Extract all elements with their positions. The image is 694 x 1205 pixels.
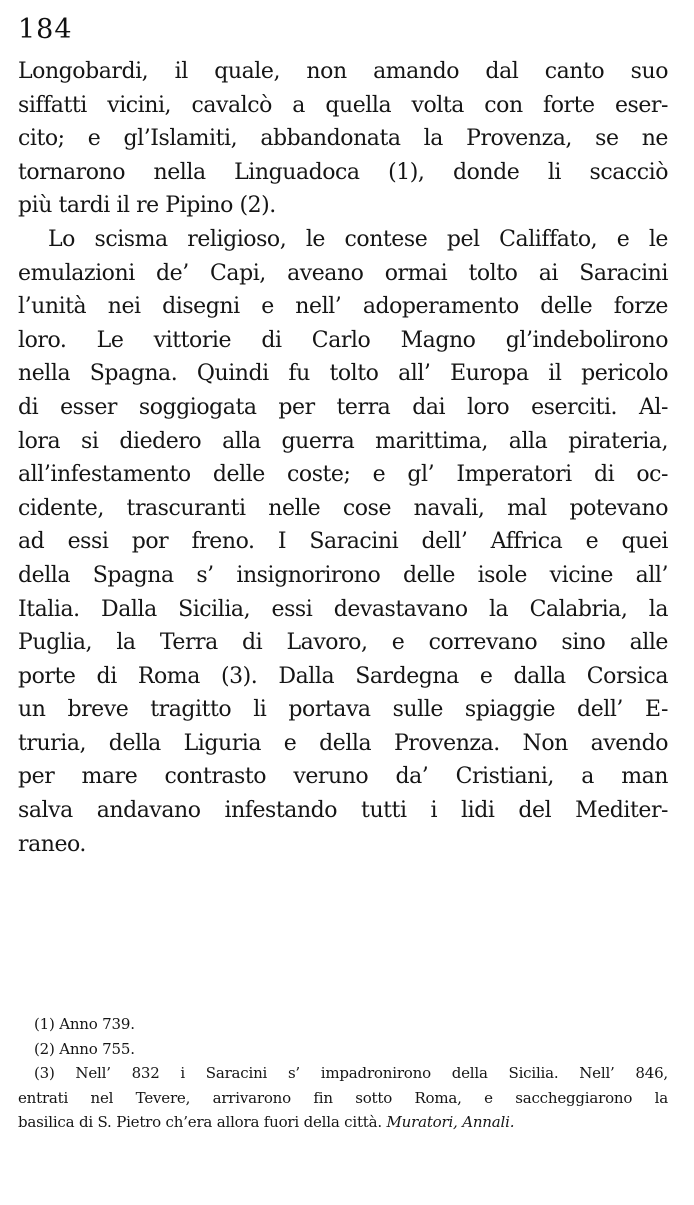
text-line: cito; e gl’Islamiti, abbandonata la Provenza, se ne — [18, 126, 668, 152]
footnote-3-line — [18, 1110, 668, 1135]
text-line: salva andavano infestando tutti i lidi del Mediter- — [18, 798, 668, 824]
text-line: porte di Roma (3). Dalla Sardegna e dalla Corsica — [18, 663, 668, 689]
footnote-3-line: (3) Nell’ 832 i Saracini s’ impadronirono della Sicilia. Nell’ 846, — [34, 1064, 668, 1083]
text-line: Lo scisma religioso, le contese pel Califfato, e le — [48, 226, 668, 252]
footnote-3-work: Annali. — [462, 1113, 515, 1132]
text-line: ad essi por freno. I Saracini dell’ Affrica e quei — [18, 529, 668, 555]
text-line: l’unità nei disegni e nell’ adoperamento delle forze — [18, 294, 668, 320]
footnote-2: (2) Anno 755. — [34, 1039, 135, 1058]
text-line: nella Spagna. Quindi fu tolto all’ Europa il pericolo — [18, 361, 668, 387]
footnote-3-text: basilica di S. Pietro ch’era allora fuori della città. — [18, 1113, 382, 1132]
text-line: all’infestamento delle coste; e gl’ Imperatori di oc- — [18, 462, 668, 488]
text-line: della Spagna s’ insignorirono delle isole vicine all’ — [18, 562, 668, 588]
footnote-1: (1) Anno 739. — [34, 1015, 135, 1033]
text-line: Longobardi, il quale, non amando dal canto suo — [18, 59, 668, 84]
text-line: truria, della Liguria e della Provenza. Non avendo — [18, 730, 668, 756]
text-line: loro. Le vittorie di Carlo Magno gl’indebolirono — [18, 327, 668, 353]
text-line: Italia. Dalla Sicilia, essi devastavano la Calabria, la — [18, 596, 668, 622]
text-line: per mare contrasto veruno da’ Cristiani, a man — [18, 764, 668, 790]
footnotes — [18, 1012, 668, 1135]
page-number: 184 — [18, 14, 73, 45]
text-line: più tardi il re Pipino (2). — [18, 193, 276, 219]
text-line: un breve tragitto li portava sulle spiaggie dell’ E- — [18, 697, 668, 723]
text-line: lora si diedero alla guerra marittima, alla pirateria, — [18, 428, 668, 454]
text-line: di esser soggiogata per terra dai loro eserciti. Al- — [18, 394, 668, 420]
text-line: Puglia, la Terra di Lavoro, e correvano sino alle — [18, 630, 668, 656]
text-line: emulazioni de’ Capi, aveano ormai tolto ai Saracini — [18, 260, 668, 286]
text-line: siffatti vicini, cavalcò a quella volta con forte eser- — [18, 92, 668, 118]
text-line: cidente, trascuranti nelle cose navali, mal potevano — [18, 495, 668, 521]
footnote-3-line: entrati nel Tevere, arrivarono fin sotto Roma, e saccheggiarono la — [18, 1088, 668, 1107]
body-text — [18, 55, 668, 861]
footnote-3-author: Muratori, — [386, 1113, 458, 1132]
text-line: raneo. — [18, 831, 86, 857]
text-line: tornarono nella Linguadoca (1), donde li scacciò — [18, 159, 668, 185]
